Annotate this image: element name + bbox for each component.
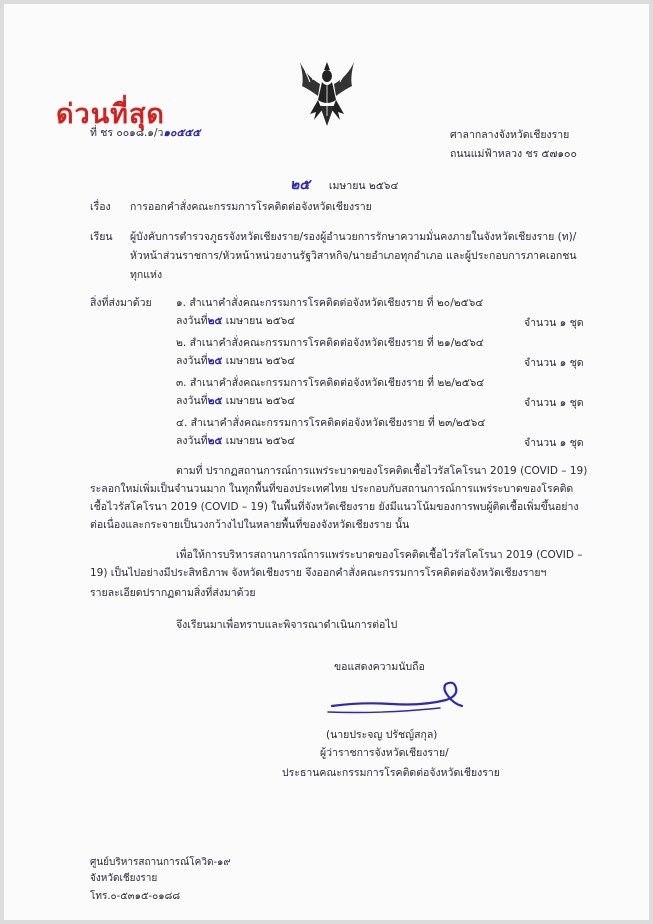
sender-address-line1: ศาลากลางจังหวัดเชียงราย <box>450 129 570 141</box>
document-date <box>290 174 398 196</box>
enclosure-item-title: ๔. สำเนาคำสั่งคณะกรรมการโรคติดต่อจังหวัดเชียงราย ที่ ๒๓/๒๕๖๔ <box>176 417 486 429</box>
document-number <box>90 126 200 140</box>
recipient-label: เรียน <box>90 231 113 243</box>
enclosure-item-date: ลงวันที่๒๕ เมษายน ๒๕๖๔ <box>176 395 296 407</box>
body-closing-sentence: จึงเรียนมาเพื่อทราบและพิจารณาดำเนินการต่อไป <box>176 619 398 631</box>
body-paragraph-line: ต่อเนื่องและกระจายเป็นวงกว้างไปในหลายพื้นที่ของจังหวัดเชียงราย นั้น <box>90 519 410 531</box>
footer-phone: โทร.๐-๕๓๑๕-๐๑๘๘ <box>90 891 181 902</box>
sender-address-line2: ถนนแม่ฟ้าหลวง ชร ๕๗๑๐๐ <box>450 148 577 160</box>
recipient-line: ผู้บังคับการตำรวจภูธรจังหวัดเชียงราย/รองผู้อำนวยการรักษาความมั่นคงภายในจังหวัดเชียงราย (ท)/ <box>130 231 577 243</box>
date-month-year: เมษายน ๒๕๖๔ <box>328 180 399 192</box>
body-paragraph-line: ตามที่ ปรากฏสถานการณ์การแพร่ระบาดของโรคติดเชื้อไวรัสโคโรนา 2019 (COVID – 19) <box>176 465 588 477</box>
signer-title-line2: ประธานคณะกรรมการโรคติดต่อจังหวัดเชียงราย <box>282 767 500 779</box>
enclosure-item-quantity: จำนวน ๑ ชุด <box>524 317 584 329</box>
enclosures-label: สิ่งที่ส่งมาด้วย <box>90 297 152 309</box>
body-paragraph-line: เพื่อให้การบริหารสถานการณ์การแพร่ระบาดของโรคติดเชื้อไวรัสโคโรนา 2019 (COVID – <box>176 549 583 561</box>
date-day-handwritten: ๒๕ <box>290 177 310 193</box>
body-paragraph-line: รายละเอียดปรากฏตามสิ่งที่ส่งมาด้วย <box>90 587 256 599</box>
footer-province: จังหวัดเชียงราย <box>90 873 158 884</box>
body-paragraph-line: เชื้อไวรัสโคโรนา 2019 (COVID – 19) ในพื้นที่จังหวัดเชียงราย ยังมีแนวโน้มของการพบผู้ติดเชื้อเพิ่มขึ้นอย่าง <box>90 501 579 513</box>
document-number-prefix: ที่ ชร ๐๐๑๘.๑/ว <box>90 127 164 139</box>
enclosure-item-title: ๑. สำเนาคำสั่งคณะกรรมการโรคติดต่อจังหวัดเชียงราย ที่ ๒๐/๒๕๖๔ <box>176 297 484 309</box>
recipient-line: ทุกแห่ง <box>130 269 163 281</box>
document-page <box>4 4 649 920</box>
body-paragraph-line: 19) เป็นไปอย่างมีประสิทธิภาพ จังหวัดเชียงราย จึงออกคำสั่งคณะกรรมการโรคติดต่อจังหวัดเชียงรายฯ <box>90 567 547 579</box>
subject-text: การออกคำสั่งคณะกรรมการโรคติดต่อจังหวัดเชียงราย <box>130 201 372 213</box>
document-number-handwritten: ๑๐๕๕๕ <box>163 127 201 139</box>
garuda-emblem <box>296 56 358 130</box>
closing-salutation: ขอแสดงความนับถือ <box>334 661 425 673</box>
enclosure-item-date: ลงวันที่๒๕ เมษายน ๒๕๖๔ <box>176 355 296 367</box>
urgent-stamp: ด่วนที่สุด <box>56 99 165 130</box>
body-paragraph-line: ระลอกใหม่เพิ่มเป็นจำนวนมาก ในทุกพื้นที่ของประเทศไทย ประกอบกับสถานการณ์การแพร่ระบาดของโรคติด <box>90 483 574 495</box>
enclosure-item-quantity: จำนวน ๑ ชุด <box>524 397 584 409</box>
enclosure-item-quantity: จำนวน ๑ ชุด <box>524 357 584 369</box>
signer-name: (นายประจญ ปรัชญ์สกุล) <box>326 729 438 741</box>
enclosure-item-date: ลงวันที่๒๕ เมษายน ๒๕๖๔ <box>176 435 296 447</box>
enclosure-item-date: ลงวันที่๒๕ เมษายน ๒๕๖๔ <box>176 315 296 327</box>
signature-image <box>322 676 472 722</box>
recipient-line: หัวหน้าส่วนราชการ/หัวหน้าหน่วยงานรัฐวิสาหกิจ/นายอำเภอทุกอำเภอ และผู้ประกอบการภาคเอกชน <box>130 250 577 262</box>
enclosure-item-quantity: จำนวน ๑ ชุด <box>524 437 584 449</box>
enclosure-item-title: ๒. สำเนาคำสั่งคณะกรรมการโรคติดต่อจังหวัดเชียงราย ที่ ๒๑/๒๕๖๔ <box>176 337 484 349</box>
enclosure-item-title: ๓. สำเนาคำสั่งคณะกรรมการโรคติดต่อจังหวัดเชียงราย ที่ ๒๒/๒๕๖๔ <box>176 377 485 389</box>
signer-title-line1: ผู้ว่าราชการจังหวัดเชียงราย/ <box>320 747 449 759</box>
footer-office: ศูนย์บริหารสถานการณ์โควิด-๑๙ <box>90 857 231 868</box>
subject-label: เรื่อง <box>90 201 111 213</box>
